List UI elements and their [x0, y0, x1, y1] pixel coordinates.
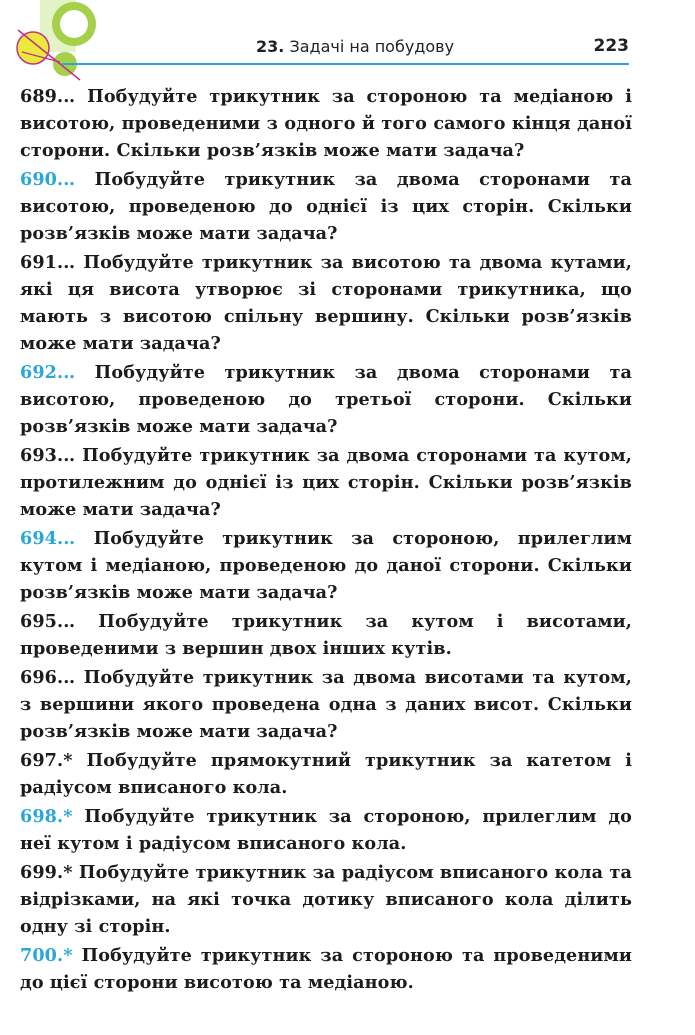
- problem-text: Побудуйте трикутник за висотою та двома кутами, які ця висота утворює зі сторонами трикутника, що мають з висотою спільну вершину. Скільки розв’язків може мати задача?: [20, 252, 633, 354]
- problem-number: 695.: [20, 611, 64, 632]
- problem-item: [20, 249, 632, 357]
- difficulty-mark: *: [63, 750, 73, 771]
- problem-number: 694.: [20, 528, 64, 549]
- problem-text: Побудуйте трикутник за стороною та медіаною і висотою, проведеними з одного й того самого кінця даної сторони. Скільки розв’язків може мати задача?: [20, 86, 633, 161]
- section-title: Задачі на побудову: [289, 37, 455, 56]
- problem-text: Побудуйте трикутник за кутом і висотами, проведеними з вершин двох інших кутів.: [20, 611, 632, 659]
- problem-text: Побудуйте трикутник за стороною, прилеглим кутом і медіаною, проведеною до даної сторони. Скільки розв’язків може мати задача?: [20, 528, 632, 603]
- problem-item: [20, 859, 632, 940]
- running-title: [256, 37, 454, 56]
- problem-item: [20, 942, 632, 996]
- problem-number: 700.: [20, 945, 64, 966]
- problem-number: 698.: [20, 806, 64, 827]
- difficulty-mark: *: [63, 862, 73, 883]
- section-number: 23.: [256, 37, 285, 56]
- problem-item: [20, 166, 632, 247]
- problem-item: [20, 608, 632, 662]
- problem-number: 691.: [20, 252, 64, 273]
- difficulty-mark: ‥: [63, 611, 76, 632]
- problem-text: Побудуйте трикутник за двома сторонами та висотою, проведеною до однієї із цих сторін. Скільки розв’язків може мати задача?: [20, 169, 632, 244]
- problem-number: 690.: [20, 169, 64, 190]
- problem-text: Побудуйте трикутник за двома висотами та кутом, з вершини якого проведена одна з даних висот. Скільки розв’язків може мати задача?: [20, 667, 632, 742]
- problem-text: Побудуйте трикутник за радіусом вписаного кола та відрізками, на які точка дотику вписаного кола ділить одну зі сторін.: [20, 862, 632, 937]
- problem-item: [20, 803, 632, 857]
- problem-item: [20, 442, 632, 523]
- page-number: 223: [593, 36, 629, 56]
- problem-number: 696.: [20, 667, 64, 688]
- page-header: [0, 0, 695, 70]
- difficulty-mark: ‥: [63, 86, 76, 107]
- problem-number: 689.: [20, 86, 64, 107]
- difficulty-mark: ‥: [63, 528, 76, 549]
- difficulty-mark: *: [63, 945, 73, 966]
- problem-text: Побудуйте трикутник за стороною та проведеними до цієї сторони висотою та медіаною.: [20, 945, 632, 993]
- problem-text: Побудуйте прямокутний трикутник за катетом і радіусом вписаного кола.: [20, 750, 632, 798]
- problem-item: [20, 525, 632, 606]
- difficulty-mark: ‥: [63, 252, 76, 273]
- problem-item: [20, 664, 632, 745]
- difficulty-mark: ‥: [63, 362, 76, 383]
- difficulty-mark: ‥: [63, 667, 76, 688]
- problem-item: [20, 359, 632, 440]
- header-rule: [62, 63, 629, 65]
- problem-text: Побудуйте трикутник за стороною, прилеглим до неї кутом і радіусом вписаного кола.: [20, 806, 632, 854]
- geometry-decoration-icon: [0, 0, 110, 85]
- problem-item: [20, 747, 632, 801]
- difficulty-mark: ‥: [63, 169, 76, 190]
- problem-number: 692.: [20, 362, 64, 383]
- problem-text: Побудуйте трикутник за двома сторонами та кутом, протилежним до однієї із цих сторін. Скільки розв’язків може мати задача?: [20, 445, 632, 520]
- problem-number: 693.: [20, 445, 64, 466]
- problem-list: [20, 83, 632, 998]
- problem-number: 697.: [20, 750, 64, 771]
- difficulty-mark: ‥: [63, 445, 76, 466]
- problem-number: 699.: [20, 862, 64, 883]
- problem-item: [20, 83, 632, 164]
- difficulty-mark: *: [63, 806, 73, 827]
- problem-text: Побудуйте трикутник за двома сторонами та висотою, проведеною до третьої сторони. Скільки розв’язків може мати задача?: [20, 362, 632, 437]
